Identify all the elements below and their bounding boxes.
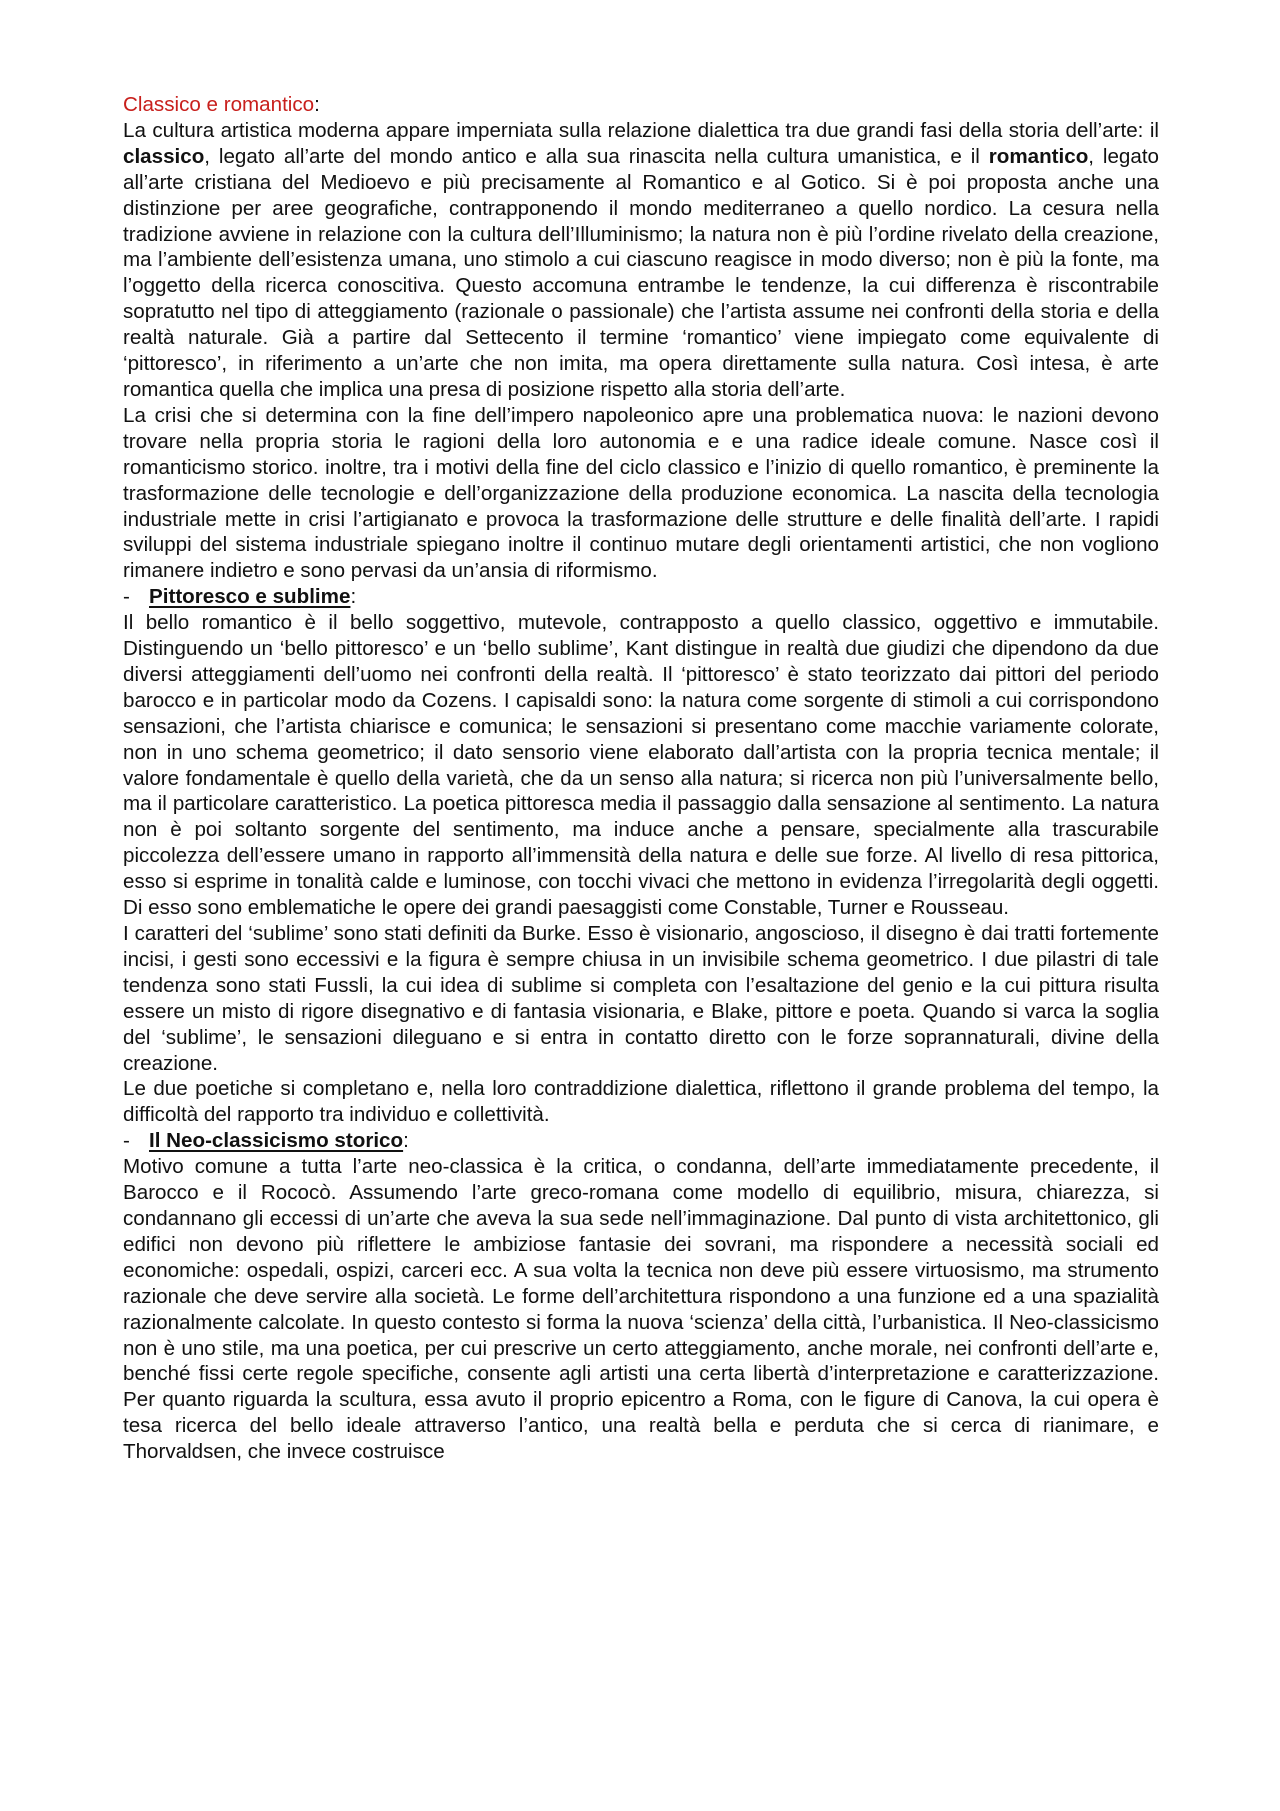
bullet-dash: - — [123, 585, 130, 609]
heading-neoclassicismo-text: Il Neo-classicismo storico — [149, 1129, 404, 1153]
pittoresco-paragraph: Il bello romantico è il bello soggettivo, mutevole, contrapposto a quello classico, oggettivo e immutabile. Distinguendo un ‘bello pittoresco’ e un ‘bello sublime’, Kant distingue in realtà due giudizi che dipendono da due diversi atteggiamenti dell’uomo nei confronti della realtà. Il ‘pittoresco’ è stato teorizzato dai pittori del periodo barocco e in particolar modo da Cozens. I capisaldi sono: la natura come sorgente di stimoli a cui corrispondono sensazioni, che l’artista chiarisce e comunica; le sensazioni si presentano come macchie variamente colorate, non in uno schema geometrico; il dato sensorio viene elaborato dall’artista con la propria tecnica mentale; il valore fondamentale è quello della varietà, che da un senso alla natura; si ricerca non più l’universalmente bello, ma il particolare caratteristico. La poetica pittoresca media il passaggio dalla sensazione al sentimento. La natura non è poi soltanto sorgente del sentimento, ma induce anche a pensare, specialmente alla trascurabile piccolezza dell’essere umano in rapporto all’immensità della natura e delle sue forze. Al livello di resa pittorica, esso si esprime in tonalità calde e luminose, con tocchi vivaci che mettono in evidenza l’irregolarità degli oggetti. Di esso sono emblematiche le opere dei grandi paesaggisti come Constable, Turner e Rousseau. — [123, 611, 1159, 920]
title-colon: : — [314, 93, 320, 116]
intro-rest: , legato all’arte cristiana del Medioevo e più precisamente al Romantico e al Gotico. Si è poi proposta anche una distinzione per aree geografiche, contrapponendo il mondo mediterraneo a quello nordico. La cesura nella tradizione avviene in relazione con la cultura dell’Illuminismo; la natura non è più l’ordine rivelato della creazione, ma l’ambiente dell’esistenza umana, uno stimolo a cui ciascuno reagisce in modo diverso; non è più la fonte, ma l’oggetto della ricerca conoscitiva. Questo accomuna entrambe le tendenze, la cui differenza è riscontrabile sopratutto nel tipo di atteggiamento (razionale o passionale) che l’artista assume nei confronti della storia e della realtà naturale. Già a partire dal Settecento il termine ‘romantico’ viene impiegato come equivalente di ‘pittoresco’, in riferimento a un’arte che non imita, ma opera direttamente sulla natura. Così intesa, è arte romantica quella che implica una presa di posizione rispetto alla storia dell’arte. — [123, 144, 1159, 401]
section-heading-pittoresco — [123, 584, 1159, 610]
intro-mid: , legato all’arte del mondo antico e alla sua rinascita nella cultura umanistica, e il — [204, 144, 989, 168]
document-body — [123, 92, 1159, 1465]
heading-colon: : — [350, 585, 357, 609]
section-heading-neoclassicismo — [123, 1128, 1159, 1154]
heading-colon: : — [403, 1129, 409, 1153]
intro-paragraph — [123, 118, 1159, 403]
term-classico: classico — [123, 144, 205, 168]
bullet-dash: - — [123, 1129, 130, 1153]
sublime-paragraph: I caratteri del ‘sublime’ sono stati definiti da Burke. Esso è visionario, angoscioso, il disegno è dai tratti fortemente incisi, i gesti sono eccessivi e la figura è sempre chiusa in un invisibile schema geometrico. I due pilastri di tale tendenza sono stati Fussli, la cui idea di sublime si completa con l’esaltazione del genio e la cui pittura risulta essere un misto di rigore disegnativo e di fantasia visionaria, e Blake, pittore e poeta. Quando si varca la soglia del ‘sublime’, le sensazioni dileguano e si entra in contatto diretto con le forze soprannaturali, divine della creazione. — [123, 922, 1159, 1075]
document-title-line — [123, 92, 1159, 118]
heading-pittoresco-text: Pittoresco e sublime — [149, 585, 351, 609]
neoclassicismo-paragraph: Motivo comune a tutta l’arte neo-classica è la critica, o condanna, dell’arte immediatamente precedente, il Barocco e il Rococò. Assumendo l’arte greco-romana come modello di equilibrio, misura, chiarezza, si condannano gli eccessi di un’arte che aveva la sua sede nell’immaginazione. Dal punto di vista architettonico, gli edifici non devono più riflettere le ambiziose fantasie dei sovrani, ma rispondere a necessità sociali ed economiche: ospedali, ospizi, carceri ecc. A sua volta la tecnica non deve più essere virtuosismo, ma strumento razionale che deve servire alla società. Le forme dell’architettura rispondono a una funzione ed a una spazialità razionalmente calcolate. In questo contesto si forma la nuova ‘scienza’ della città, l’urbanistica. Il Neo-classicismo non è uno stile, ma una poetica, per cui prescrive un certo atteggiamento, anche morale, nei confronti dell’arte e, benché fissi certe regole specifiche, consente agli artisti una certa libertà d’interpretazione e caratterizzazione. Per quanto riguarda la scultura, essa avuto il proprio epicentro a Roma, con le figure di Canova, la cui opera è tesa ricerca del bello ideale attraverso l’antico, una realtà bella e perduta che si cerca di rianimare, e Thorvaldsen, che invece costruisce — [123, 1155, 1159, 1464]
intro-lead: La cultura artistica moderna appare imperniata sulla relazione dialettica tra due grandi fasi della storia dell’arte: il — [123, 118, 1159, 142]
crisis-paragraph: La crisi che si determina con la fine dell’impero napoleonico apre una problematica nuova: le nazioni devono trovare nella propria storia le ragioni della loro autonomia e e una radice ideale comune. Nasce così il romanticismo storico. inoltre, tra i motivi della fine del ciclo classico e l’inizio di quello romantico, è preminente la trasformazione delle tecnologie e dell’organizzazione della produzione economica. La nascita della tecnologia industriale mette in crisi l’artigianato e provoca la trasformazione delle strutture e delle finalità dell’arte. I rapidi sviluppi del sistema industriale spiegano inoltre il continuo mutare degli orientamenti artistici, che non vogliono rimanere indietro e sono pervasi da un’ansia di riformismo. — [123, 403, 1159, 583]
poetiche-paragraph: Le due poetiche si completano e, nella loro contraddizione dialettica, riflettono il grande problema del tempo, la difficoltà del rapporto tra individuo e collettività. — [123, 1077, 1159, 1127]
document-title: Classico e romantico — [123, 93, 315, 116]
term-romantico: romantico — [988, 144, 1089, 168]
